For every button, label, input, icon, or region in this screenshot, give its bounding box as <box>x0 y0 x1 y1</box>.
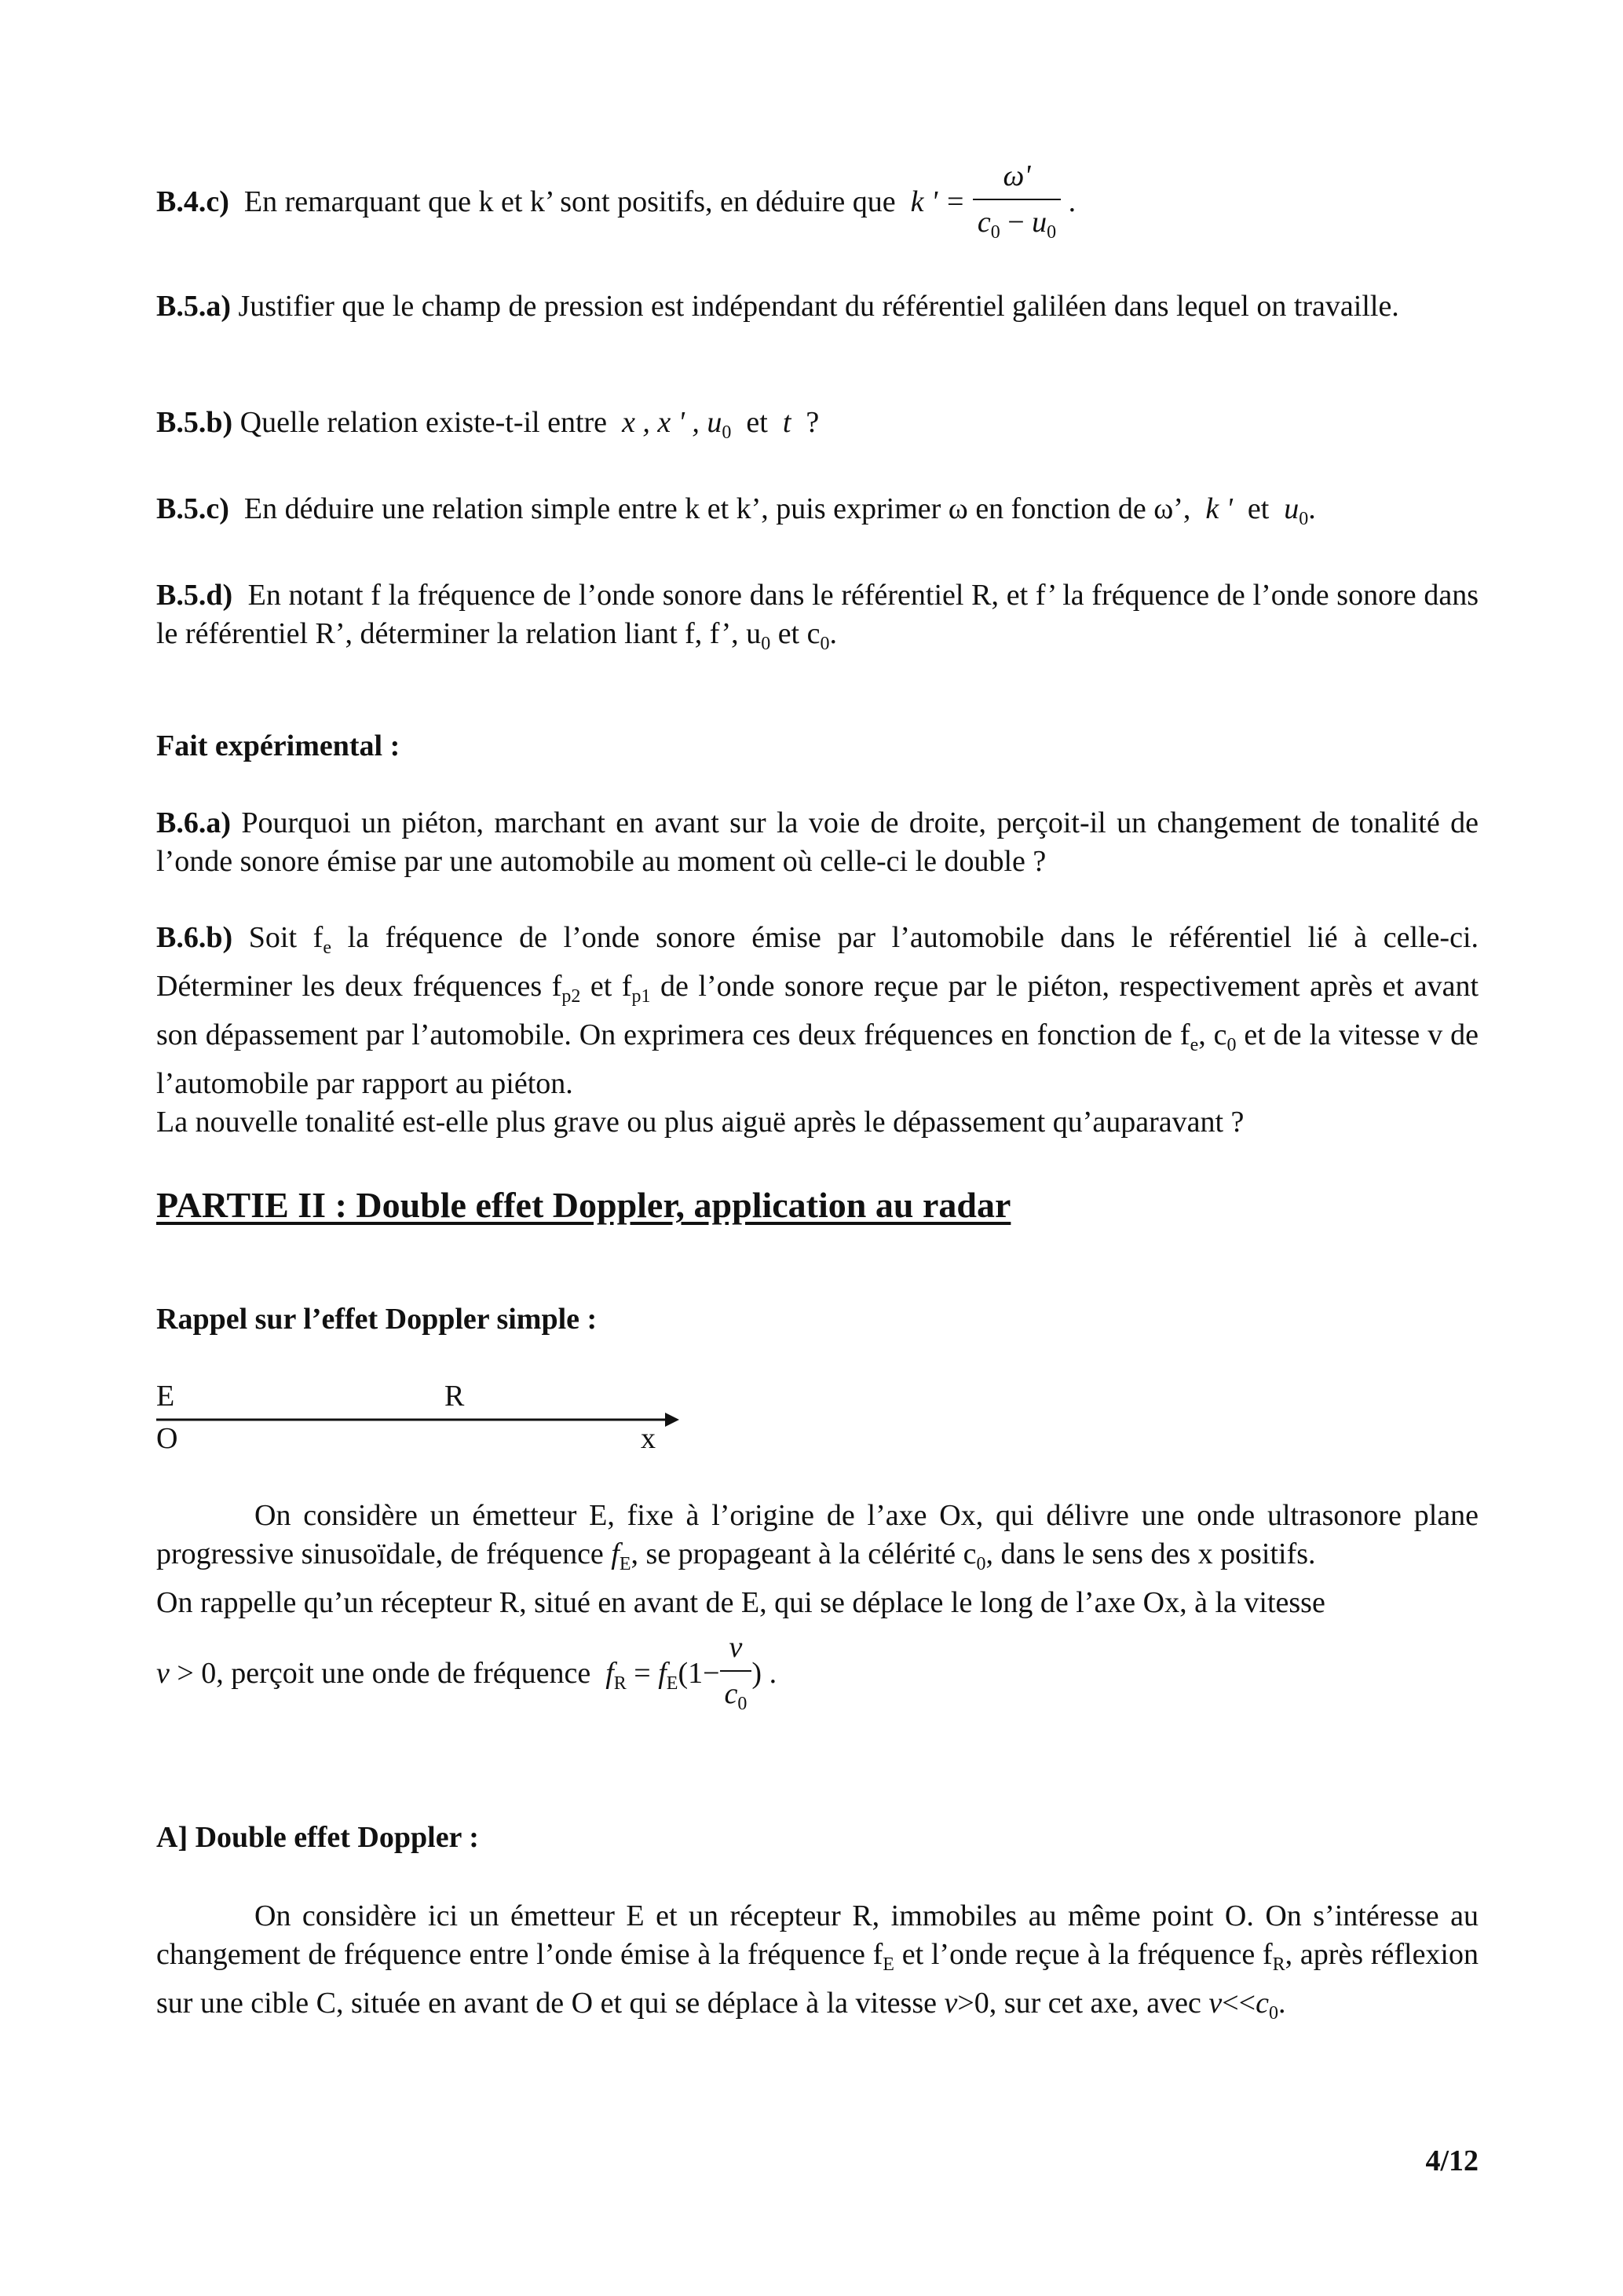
label-receiver: R <box>444 1380 465 1413</box>
rappel-paragraph: On considère un émetteur E, fixe à l’origine de l’axe Ox, qui délivre une onde ultrasonore plane progressive sinusoïdale, de fréquence $f_E$, se propageant à la célérité $c_0$, dans le sens des x positifs. On rappelle qu’un récepteur R, situé en avant de E, qui se déplace le long de l’axe Ox, à la vitesse v > 0, perçoit une onde de fréquence $f_R = f_E(1-$ $\frac{v}{c_0}$ ) . <box>156 1497 1479 1724</box>
part-title: PARTIE II : Double effet Doppler, application au radar <box>156 1185 1011 1225</box>
question-b4c <box>156 157 1479 252</box>
math-u0: $u_0$ <box>1284 492 1309 529</box>
question-text-line2: La nouvelle tonalité est-elle plus grave ou plus aiguë après le dépassement qu’auparavant ? <box>156 1106 1245 1139</box>
label-x-axis: x <box>641 1422 656 1455</box>
question-b5d <box>156 576 1479 664</box>
math-vars: x , x ' , <box>622 406 700 439</box>
rappel-text-line2: On rappelle qu’un récepteur R, situé en avant de E, qui se déplace le long de l’axe Ox, à la vitesse <box>156 1586 1325 1619</box>
label-origin: O <box>156 1422 178 1455</box>
question-label: B.4.c) <box>156 185 229 219</box>
equation-end: . <box>1068 185 1077 219</box>
section-a-text: On considère ici un émetteur E et un récepteur R, immobiles au même point O. On s’intéresse au changement de fréquence entre l’onde émise à la fréquence f <box>156 1899 1479 1971</box>
math-inequality: $v<<c_0$ <box>1208 1987 1278 2024</box>
question-text: Justifier que le champ de pression est indépendant du référentiel galiléen dans lequel on travaille. <box>238 290 1399 323</box>
question-label: B.6.b) <box>156 921 233 954</box>
math-fE: $f_E$ <box>611 1537 631 1574</box>
question-b5a <box>156 287 1479 326</box>
section-heading-a: A] Double effet Doppler : <box>156 1821 479 1854</box>
formula: $f_R = f_E(1-$ <box>605 1657 720 1695</box>
question-label: B.5.b) <box>156 406 233 439</box>
equation-lhs: k ' = <box>910 185 966 219</box>
rappel-formula-line: v > 0, perçoit une onde de fréquence $f_R = f_E(1-$ $\frac{v}{c_0}$ ) . <box>156 1629 1479 1724</box>
question-b6a <box>156 804 1479 881</box>
question-text: En remarquant que k et k’ sont positifs, en déduire que <box>243 185 896 219</box>
question-label: B.5.a) <box>156 290 231 323</box>
fraction-denominator: $c_0 - u_0$ <box>973 199 1061 252</box>
question-b6b <box>156 919 1479 1142</box>
question-text: Pourquoi un piéton, marchant en avant sur la voie de droite, perçoit-il un changement de tonalité de l’onde sonore émise par une automobile au moment où celle-ci le double ? <box>156 806 1479 878</box>
question-label: B.5.c) <box>156 492 229 525</box>
question-text: Soit $f_e$ la fréquence de l’onde sonore émise par l’automobile dans le référentiel lié à celle-ci. Déterminer les deux fréquences $f_{p2}$ et $f_{p1}$ de l’onde sonore reçue par le piéton, respectivement après et avant son dépassement par l’automobile. On exprimera ces deux fréquences en fonction de $f_e$, $c_0$ et de la vitesse v de l’automobile par rapport au piéton. <box>156 921 1479 1100</box>
conjunction: et <box>746 406 768 439</box>
question-label: B.6.a) <box>156 806 231 839</box>
conjunction: et <box>1247 492 1270 525</box>
axis-arrow <box>156 1409 682 1433</box>
page-number: 4/12 <box>1425 2144 1479 2177</box>
rappel-text: On considère un émetteur E, fixe à l’origine de l’axe Ox, qui délivre une onde ultrasonore plane progressive sinusoïdale, de fréquence <box>156 1499 1479 1570</box>
question-text: En notant f la fréquence de l’onde sonore dans le référentiel R, et f’ la fréquence de l’onde sonore dans le référentiel R’, déterminer la relation liant f, f’, $u_0$ et $c_0$. <box>156 579 1479 654</box>
question-label: B.5.d) <box>156 579 233 612</box>
question-text: Quelle relation existe-t-il entre <box>239 406 608 439</box>
math-t: t <box>782 406 791 439</box>
section-heading-fait: Fait expérimental : <box>156 729 400 762</box>
question-b5b <box>156 404 1479 452</box>
fraction <box>973 157 1061 252</box>
question-b5c: B.5.c) En déduire une relation simple entre k et k’, puis exprimer ω en fonction de ω’, k ' et $u_0$. <box>156 492 1316 529</box>
fraction-numerator: ω' <box>1003 159 1031 192</box>
label-emitter: E <box>156 1380 175 1413</box>
fraction: $\frac{v}{c_0}$ <box>720 1629 752 1724</box>
question-text: En déduire une relation simple entre k et k’, puis exprimer ω en fonction de ω’, <box>243 492 1191 525</box>
math-u0: $u_0$ <box>707 406 732 443</box>
math-k: k ' <box>1205 492 1233 525</box>
section-heading-rappel: Rappel sur l’effet Doppler simple : <box>156 1303 598 1336</box>
question-mark: ? <box>806 406 820 439</box>
section-a-paragraph: On considère ici un émetteur E et un récepteur R, immobiles au même point O. On s’intéresse au changement de fréquence entre l’onde émise à la fréquence $f_E$ et l’onde reçue à la fréquence $f_R$, après réflexion sur une cible C, située en avant de O et qui se déplace à la vitesse v>0, sur cet axe, avec $v<<c_0$. <box>156 1899 1479 2024</box>
